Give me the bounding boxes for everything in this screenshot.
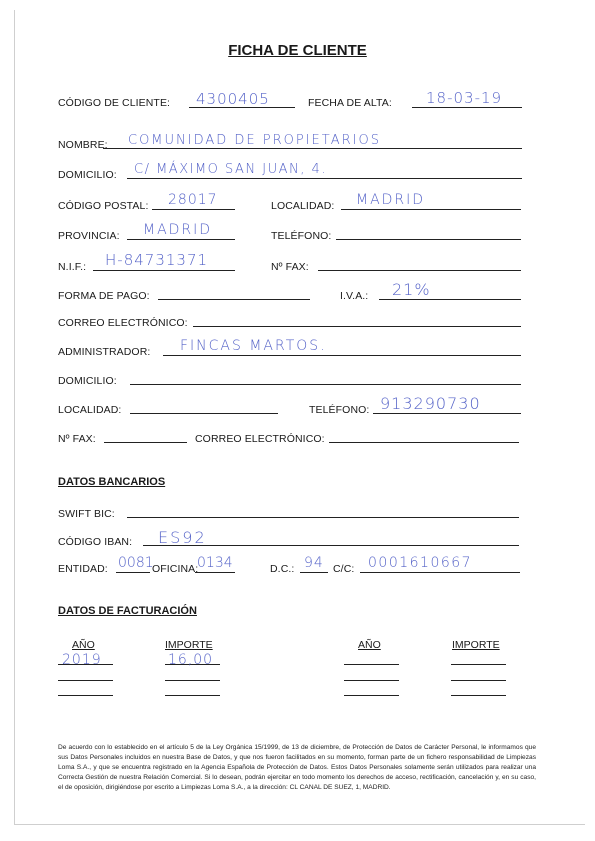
fecha-alta-value[interactable]: 18-03-19 (426, 89, 503, 107)
fecha-alta-label: FECHA DE ALTA: (308, 97, 392, 109)
nombre-value[interactable]: COMUNIDAD DE PROPIETARIOS (128, 133, 381, 148)
telefono2-line (373, 413, 521, 414)
fax-line (318, 270, 521, 271)
nif-value[interactable]: H-84731371 (105, 251, 209, 269)
dc-value[interactable]: 94 (304, 555, 324, 571)
administrador-line (163, 355, 521, 356)
amount-line-4 (451, 664, 506, 665)
telefono2-value[interactable]: 913290730 (380, 394, 481, 413)
oficina-value[interactable]: 0134 (197, 555, 233, 571)
domicilio-line (127, 178, 522, 179)
localidad-value[interactable]: MADRID (356, 192, 426, 208)
swift-label: SWIFT BIC: (58, 508, 115, 520)
nif-line (93, 270, 235, 271)
swift-line (127, 517, 519, 518)
col-year-1: AÑO (72, 639, 95, 651)
datos-facturacion-heading: DATOS DE FACTURACIÓN (58, 605, 197, 617)
oficina-line (195, 572, 235, 573)
iban-label: CÓDIGO IBAN: (58, 536, 133, 548)
correo-label: CORREO ELECTRÓNICO: (58, 317, 188, 329)
fax2-line (104, 442, 187, 443)
fecha-alta-line (412, 107, 522, 108)
codigo-cliente-label: CÓDIGO DE CLIENTE: (58, 97, 171, 109)
forma-pago-line (158, 299, 310, 300)
dc-label: D.C.: (270, 563, 295, 575)
codigo-postal-label: CÓDIGO POSTAL: (58, 200, 149, 212)
codigo-cliente-value[interactable]: 4300405 (196, 90, 270, 108)
localidad-label: LOCALIDAD: (271, 200, 335, 212)
correo2-label: CORREO ELECTRÓNICO: (195, 433, 325, 445)
telefono-line (336, 239, 521, 240)
localidad2-line (130, 413, 278, 414)
administrador-value[interactable]: FINCAS MARTOS. (180, 338, 327, 354)
administrador-label: ADMINISTRADOR: (58, 346, 151, 358)
year-line-4 (344, 664, 399, 665)
legal-notice: De acuerdo con lo establecido en el artículo 5 de la Ley Orgánica 15/1999, de 13 de diciembre, de Protección de Datos de Carácter Personal, le informamos que sus Datos Personales incluidos en nuestra Base de Datos, y que nos fueron facilitados en su momento, forman parte de un fichero responsabilidad de Limpiezas Loma S.A., y que se encuentra registrado en la Agencia Española de Protección de Datos. Estos Datos Personales solamente serán utilizados para realizar una Correcta Gestión de nuestra Relación Comercial. Si lo desean, podrán ejercitar en todo momento los derechos de acceso, rectificación, cancelación y, en su caso, el de oposición, dirigiéndose por escrito a Limpiezas Loma S.A., a la dirección: CL CANAL DE SUEZ, 1, MADRID. (58, 744, 536, 791)
provincia-value[interactable]: MADRID (143, 222, 213, 238)
telefono2-label: TELÉFONO: (309, 404, 370, 416)
provincia-label: PROVINCIA: (58, 230, 120, 242)
correo-line (193, 326, 521, 327)
localidad2-label: LOCALIDAD: (58, 404, 122, 416)
amount-line-5 (451, 680, 506, 681)
localidad-line (341, 209, 521, 210)
amount-line-2 (165, 680, 220, 681)
facturacion-amount-value[interactable]: 16,00 (168, 652, 214, 668)
correo2-line (329, 442, 519, 443)
year-line-2 (58, 680, 113, 681)
iva-value[interactable]: 21% (392, 280, 431, 299)
nif-label: N.I.F.: (58, 261, 87, 273)
year-line-6 (344, 695, 399, 696)
entidad-label: ENTIDAD: (58, 563, 108, 575)
datos-bancarios-heading: DATOS BANCARIOS (58, 476, 166, 488)
domicilio2-line (130, 384, 521, 385)
amount-line-6 (451, 695, 506, 696)
nombre-line (103, 148, 522, 149)
col-year-2: AÑO (358, 639, 381, 651)
provincia-line (127, 239, 235, 240)
fax2-label: Nº FAX: (58, 433, 96, 445)
forma-pago-label: FORMA DE PAGO: (58, 290, 150, 302)
iva-label: I.V.A.: (340, 290, 369, 302)
cc-label: C/C: (333, 563, 355, 575)
cc-line (360, 572, 520, 573)
domicilio-label: DOMICILIO: (58, 169, 117, 181)
oficina-label: OFICINA: (152, 563, 199, 575)
form-title: FICHA DE CLIENTE (228, 42, 367, 59)
iva-line (379, 299, 521, 300)
codigo-postal-value[interactable]: 28017 (168, 192, 218, 208)
cc-value[interactable]: 0001610667 (368, 555, 473, 571)
domicilio-value[interactable]: C/ MÁXIMO SAN JUAN, 4. (134, 162, 327, 177)
nombre-label: NOMBRE: (58, 139, 108, 151)
dc-line (300, 572, 328, 573)
entidad-line (116, 572, 150, 573)
col-amount-2: IMPORTE (452, 639, 500, 651)
amount-line-3 (165, 695, 220, 696)
col-amount-1: IMPORTE (165, 639, 213, 651)
year-line-5 (344, 680, 399, 681)
iban-value[interactable]: ES92 (158, 528, 207, 547)
entidad-value[interactable]: 0081 (118, 555, 154, 571)
codigo-postal-line (152, 209, 235, 210)
fax-label: Nº FAX: (271, 261, 309, 273)
facturacion-year-value[interactable]: 2019 (62, 652, 102, 668)
domicilio2-label: DOMICILIO: (58, 375, 117, 387)
year-line-3 (58, 695, 113, 696)
telefono-label: TELÉFONO: (271, 230, 332, 242)
